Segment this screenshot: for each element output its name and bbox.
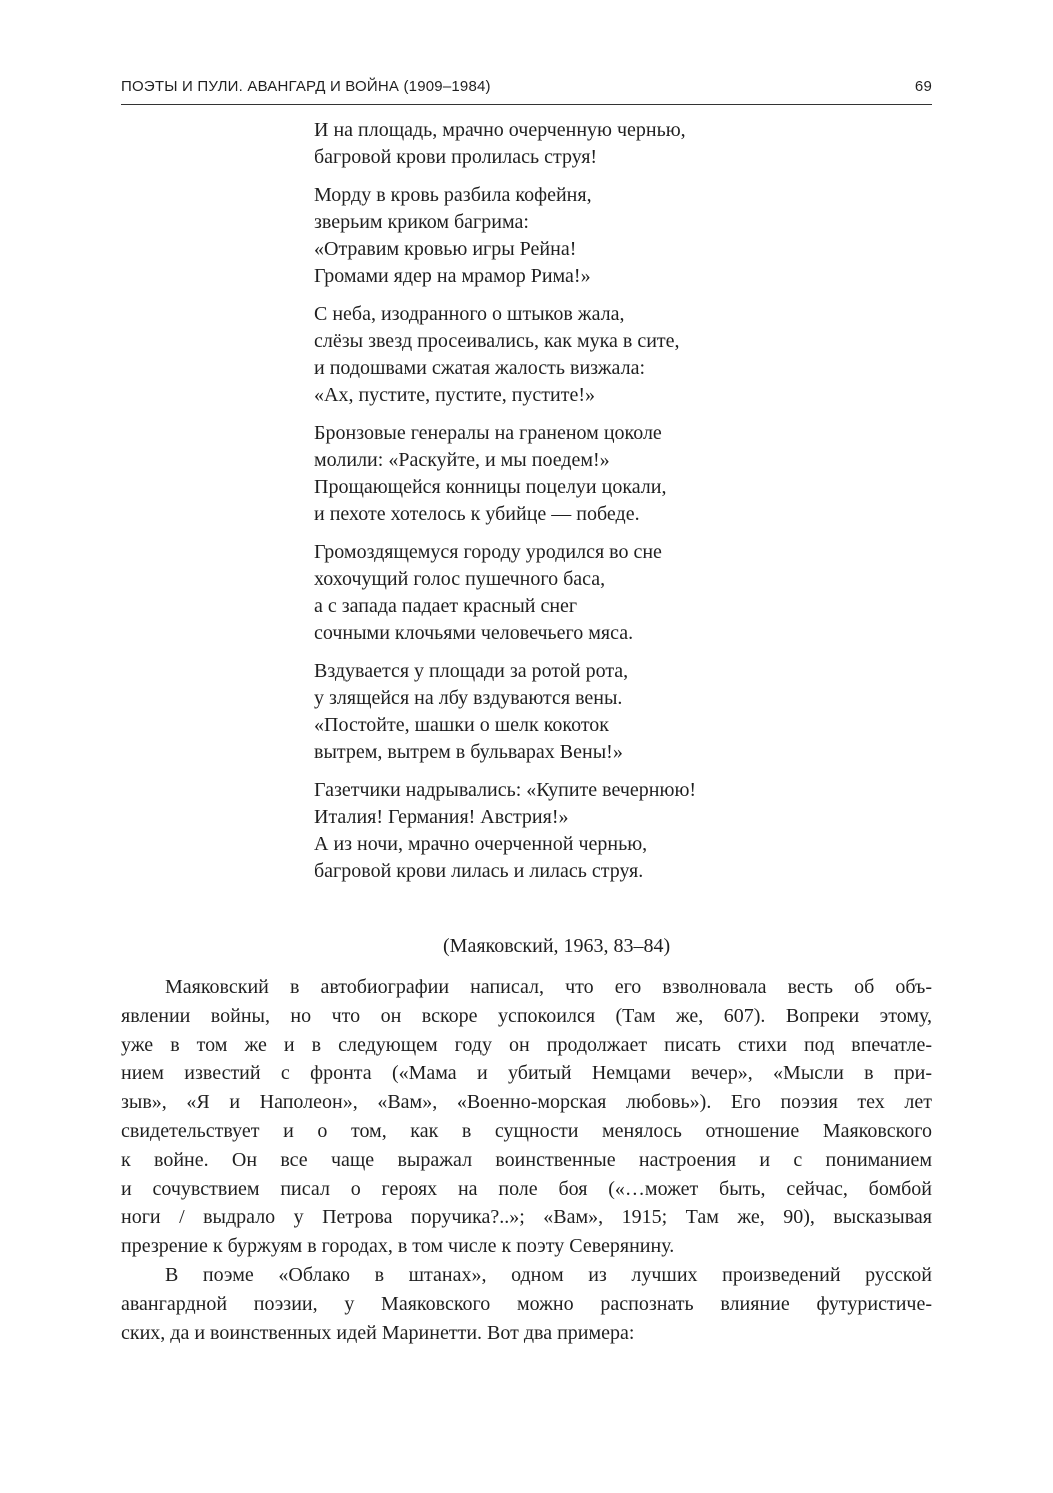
text-line: свидетельствует и о том, как в сущности менялось отношение Маяковского: [121, 1119, 932, 1142]
poem-line: слёзы звезд просеивались, как мука в сите,: [314, 330, 680, 352]
poem-stanza: [314, 539, 934, 647]
page-number: 69: [914, 78, 932, 95]
poem-line: С неба, изодранного о штыков жала,: [314, 303, 625, 325]
body-text: [121, 973, 932, 1347]
poem-stanza: [314, 658, 934, 766]
poem-line: Италия! Германия! Австрия!»: [314, 806, 569, 828]
text-line: В поэме «Облако в штанах», одном из лучших произведений русской: [165, 1263, 932, 1286]
poem-stanza: [314, 182, 934, 290]
text-line: уже в том же и в следующем году он продолжает писать стихи под впечатле-: [121, 1033, 932, 1056]
poem-stanza: [314, 420, 934, 528]
text-line: зыв», «Я и Наполеон», «Вам», «Военно-морская любовь»). Его поэзия тех лет: [121, 1091, 932, 1114]
poem-line: багровой крови пролилась струя!: [314, 146, 598, 168]
poem-line: Громами ядер на мрамор Рима!»: [314, 265, 591, 287]
text-line: авангардной поэзии, у Маяковского можно распознать влияние футуристиче-: [121, 1292, 932, 1315]
poem-line: Бронзовые генералы на граненом цоколе: [314, 422, 662, 444]
poem-line: у злящейся на лбу вздуваются вены.: [314, 687, 623, 709]
poem-line: Прощающейся конницы поцелуи цокали,: [314, 476, 667, 498]
poem-stanza: [314, 117, 934, 171]
text-line: ноги / выдрало у Петрова поручика?..»; «Вам», 1915; Там же, 90), высказывая: [121, 1206, 932, 1229]
poem-line: Громоздящемуся городу уродился во сне: [314, 541, 662, 563]
paragraph-1: [121, 973, 932, 1261]
poem-line: Газетчики надрывались: «Купите вечернюю!: [314, 779, 697, 801]
text-line: и сочувствием писал о героях на поле боя («…может быть, сейчас, бомбой: [121, 1177, 932, 1200]
poem-stanza: [314, 777, 934, 885]
text-line: ских, да и воинственных идей Маринетти. Вот два примера:: [121, 1321, 635, 1344]
text-line: нием известий с фронта («Мама и убитый Немцами вечер», «Мысли в при-: [121, 1062, 932, 1085]
text-line: Маяковский в автобиографии написал, что его взволновала весть об объ-: [165, 976, 932, 998]
poem-line: Морду в кровь разбила кофейня,: [314, 184, 592, 206]
text-line: явлении войны, но что он вскоре успокоился (Там же, 607). Вопреки этому,: [121, 1004, 932, 1027]
poem-line: молили: «Раскуйте, и мы поедем!»: [314, 449, 610, 471]
running-header-title: ПОЭТЫ И ПУЛИ. АВАНГАРД И ВОЙНА (1909–1984): [121, 78, 491, 95]
poem-line: «Отравим кровью игры Рейна!: [314, 238, 577, 260]
poem-line: и пехоте хотелось к убийце — победе.: [314, 503, 640, 525]
poem-line: хохочущий голос пушечного баса,: [314, 568, 606, 590]
poem-citation: (Маяковский, 1963, 83–84): [443, 935, 671, 957]
text-line: к войне. Он все чаще выражал воинственные настроения и с пониманием: [121, 1148, 932, 1171]
running-header: [121, 78, 932, 105]
poem-line: «Ах, пустите, пустите, пустите!»: [314, 384, 596, 406]
poem-line: А из ночи, мрачно очерченной чернью,: [314, 833, 648, 855]
poem-line: И на площадь, мрачно очерченную чернью,: [314, 119, 686, 141]
text-line: презрение к буржуям в городах, в том числе к поэту Северянину.: [121, 1235, 675, 1258]
paragraph-2: [121, 1261, 932, 1347]
poem-line: а с запада падает красный снег: [314, 595, 578, 617]
poem-line: «Постойте, шашки о шелк кокоток: [314, 714, 610, 736]
poem-line: Вздувается у площади за ротой рота,: [314, 660, 629, 682]
poem-stanza: [314, 301, 934, 409]
poem-line: зверьим криком багрима:: [314, 211, 529, 233]
poem-line: и подошвами сжатая жалость визжала:: [314, 357, 645, 379]
poem-block: [314, 117, 934, 896]
poem-line: сочными клочьями человечьего мяса.: [314, 622, 634, 644]
poem-line: вытрем, вытрем в бульварах Вены!»: [314, 741, 623, 763]
poem-line: багровой крови лилась и лилась струя.: [314, 860, 644, 882]
